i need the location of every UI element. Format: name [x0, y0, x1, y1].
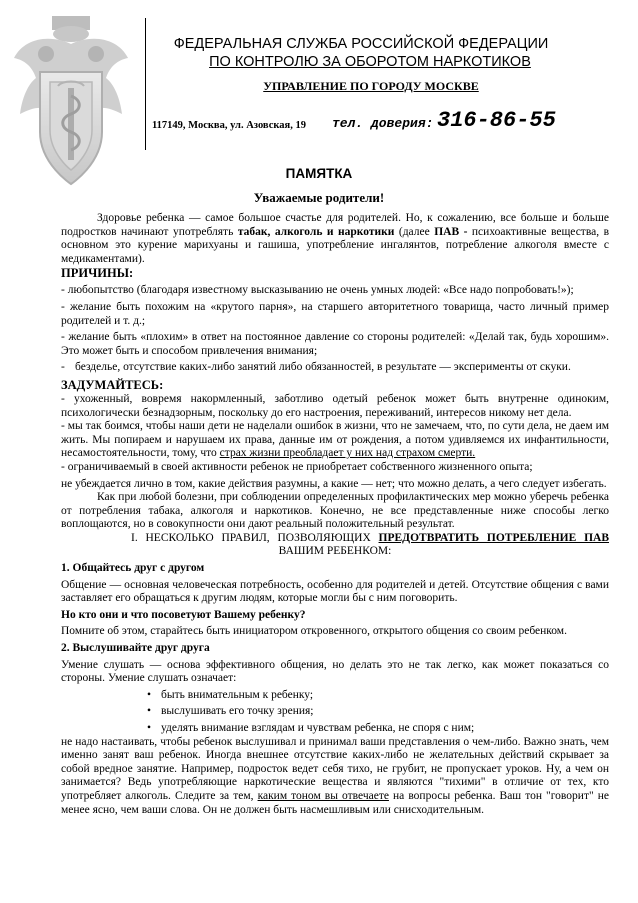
rule2-bullet: • быть внимательным к ребенку;	[147, 688, 314, 701]
think-heading: ЗАДУМАЙТЕСЬ:	[61, 377, 164, 392]
rule1-title: 1. Общайтесь друг с другом	[61, 562, 205, 575]
think-item: - мы так боимся, чтобы наши дети не наделали ошибок в жизни, что не замечаем, что, по сути дела, не даем им жить. Мы попираем и нарушаем их права, данные им от рождения, а потом удивляемся их инфантильности, несамостоятельности, тому, что страх жизни преобладает у них над страхом смерти.	[61, 420, 609, 460]
bullet-marker: -	[61, 361, 65, 374]
cause-item-bulleted: - безделье, отсутствие каких-либо занятий либо обязанностей, в результате — эксперименты от скуки.	[61, 361, 571, 374]
bullet-marker: •	[147, 722, 152, 734]
rules-heading-line1: I. НЕСКОЛЬКО ПРАВИЛ, ПОЗВОЛЯЮЩИХ ПРЕДОТВРАТИТЬ ПОТРЕБЛЕНИЕ ПАВ	[131, 531, 609, 544]
think-item: - ограничиваемый в своей активности ребенок не приобретает собственного жизненного опыта;	[61, 460, 533, 473]
rule2-text: Умение слушать — основа эффективного общения, но делать это не так легко, как может показаться со стороны. Умение слушать означает:	[61, 658, 609, 685]
leaflet-title: ПАМЯТКА	[285, 166, 353, 181]
address: 117149, Москва, ул. Азовская, 19	[152, 120, 306, 131]
rule2-text2: не надо настаивать, чтобы ребенок выслушивал и принимал ваши представления о чем-либо. Важно знать, чем именно занят ваш ребенок. Иногда внешнее отсутствие каких-либо не желательных действий скрывает за собой вредное занятие. Например, подросток ведет себя тихо, не грубит, не пропускает уроков. Ну, а чем он занимается? Ведь употребляющие наркотические вещества и являются "тихими" в отличие от тех, кто употребляет алкоголь. Следите за тем, каким тоном вы отвечаете на вопросы ребенка. Ваш тон "говорит" не менее ясно, чем ваши слова. Он не должен быть насмешливым или снисходительным.	[61, 735, 609, 816]
bullet-marker: •	[147, 705, 152, 718]
hotline-label: тел. доверия:	[332, 116, 434, 131]
intro-paragraph: Здоровье ребенка — самое большое счастье для родителей. Но, к сожалению, все больше и больше подростков начинают употреблять табак, алкоголь и наркотики (далее ПАВ - психоактивные вещества, в основном это курение марихуаны и гашиша, употребление ингалянтов, потребление алкоголя вместе с медикаментами).	[61, 212, 609, 265]
organization-name-line2: ПО КОНТРОЛЮ ЗА ОБОРОТОМ НАРКОТИКОВ	[209, 54, 531, 70]
department-name: УПРАВЛЕНИЕ ПО ГОРОДУ МОСКВЕ	[263, 79, 479, 93]
cause-item: - любопытство (благодаря известному высказыванию не очень умных людей: «Все надо попробовать!»);	[61, 284, 574, 297]
rule1-question: Но кто они и что посоветуют Вашему ребенку?	[61, 608, 306, 621]
rule2-bullet: • выслушивать его точку зрения;	[147, 705, 314, 718]
cause-item: - желание быть «плохим» в ответ на постоянное давление со стороны родителей: «Делай так, будь хорошим». Это может быть и способом привлечения внимания;	[61, 331, 609, 357]
hotline-number: 316-86-55	[437, 108, 556, 133]
rule2-bullet: • уделять внимание взглядам и чувствам ребенка, не споря с ним;	[147, 722, 475, 734]
think-item: - ухоженный, вовремя накормленный, заботливо одетый ребенок может быть внутренне одиноким, психологически безнадзорным, поскольку до его настроения, переживаний, интересов никому нет дела.	[61, 392, 609, 419]
rules-heading-line2: ВАШИМ РЕБЕНКОМ:	[278, 545, 392, 558]
think-item: не убеждается лично в том, какие действия разумны, а какие — нет; что можно делать, а чего следует избегать.	[61, 477, 607, 490]
rule2-title: 2. Выслушивайте друг друга	[61, 642, 210, 655]
organization-name-line1: ФЕДЕРАЛЬНАЯ СЛУЖБА РОССИЙСКОЙ ФЕДЕРАЦИИ	[173, 36, 549, 52]
causes-heading: ПРИЧИНЫ:	[61, 266, 134, 281]
bullet-marker: •	[147, 688, 152, 701]
conclusion-paragraph: Как при любой болезни, при соблюдении определенных профилактических мер можно уберечь ребенка от потребления табака, алкоголя и наркотиков. Конечно, не все представленные ниже способы легко воплощаются, но в совокупности они дают реальный положительный результат.	[61, 491, 609, 531]
cause-item: - желание быть похожим на «крутого парня», на старшего авторитетного товарища, часто личный пример родителей и т. д.;	[61, 300, 609, 327]
rule1-advice: Помните об этом, старайтесь быть инициатором откровенного, открытого общения со своим ребенком.	[61, 625, 567, 638]
document-body	[61, 212, 609, 817]
rule1-text: Общение — основная человеческая потребность, особенно для родителей и детей. Отсутствие общения с вами заставляет его обращаться к другим людям, которые могли бы с ним поговорить.	[61, 578, 609, 605]
greeting: Уважаемые родители!	[253, 190, 385, 205]
